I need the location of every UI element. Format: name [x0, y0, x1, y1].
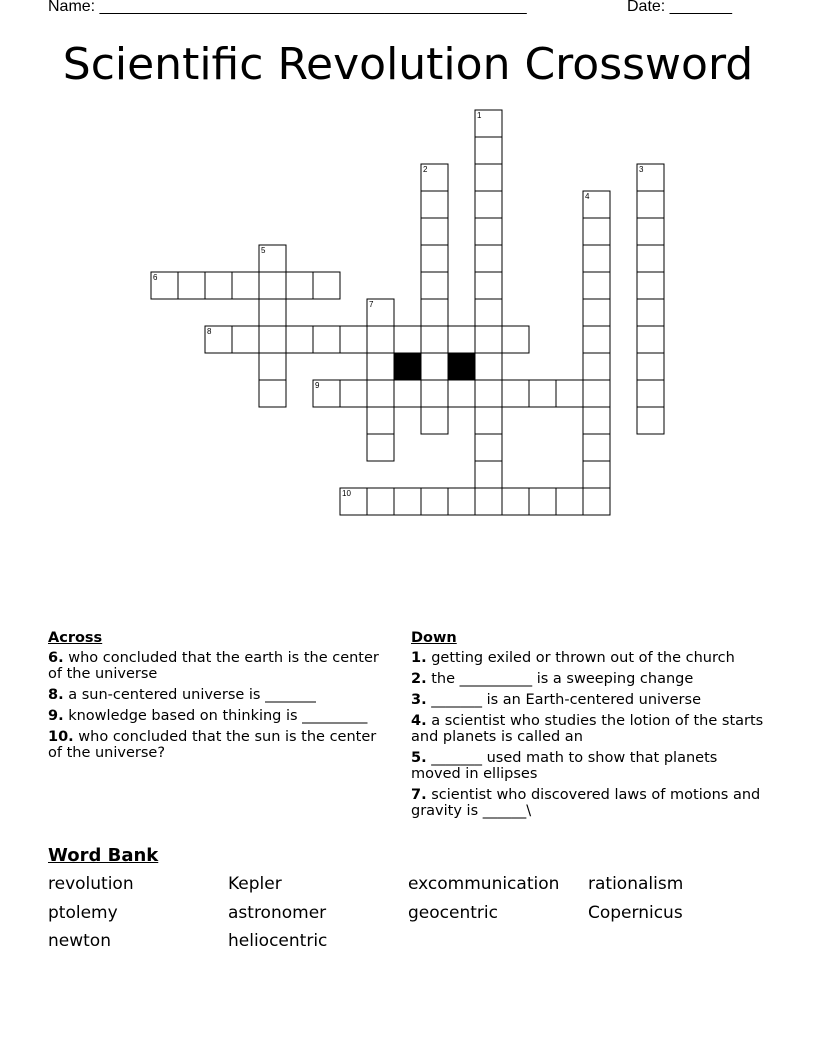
grid-cell[interactable]: [475, 380, 502, 407]
grid-cell[interactable]: [421, 326, 448, 353]
clue-number: 10.: [48, 729, 74, 745]
grid-cell[interactable]: [421, 272, 448, 299]
grid-cell[interactable]: [448, 380, 475, 407]
grid-cell[interactable]: [475, 137, 502, 164]
grid-cell[interactable]: [475, 164, 502, 191]
grid-cell[interactable]: [583, 434, 610, 461]
clue-number: 5.: [411, 750, 427, 766]
grid-cell[interactable]: [421, 299, 448, 326]
grid-cell[interactable]: [232, 272, 259, 299]
grid-cell[interactable]: [637, 272, 664, 299]
clue: [48, 708, 393, 724]
word-bank-item: rationalism: [588, 874, 684, 894]
clue-number: 8: [207, 327, 212, 336]
grid-cell[interactable]: [502, 488, 529, 515]
grid-cell[interactable]: [637, 407, 664, 434]
clue-number: 1.: [411, 650, 427, 666]
clue: [411, 713, 771, 745]
clue: [48, 650, 393, 682]
clue-number: 2.: [411, 671, 427, 687]
word-bank-item: Kepler: [228, 874, 282, 894]
clue-number: 6.: [48, 650, 64, 666]
grid-cell[interactable]: [583, 461, 610, 488]
clue: [411, 787, 771, 819]
clue-number: 3: [639, 165, 644, 174]
grid-cell[interactable]: [421, 380, 448, 407]
grid-cell[interactable]: [475, 407, 502, 434]
name-field[interactable]: Name: ________________________________________________: [48, 0, 527, 15]
grid-cell[interactable]: [232, 326, 259, 353]
word-bank-item: revolution: [48, 874, 134, 894]
grid-cell[interactable]: [583, 272, 610, 299]
grid-cell[interactable]: [367, 380, 394, 407]
grid-cell[interactable]: [259, 353, 286, 380]
grid-cell[interactable]: [556, 488, 583, 515]
clue-text: scientist who discovered laws of motions and gravity is ______\: [411, 787, 761, 819]
grid-cell[interactable]: [475, 218, 502, 245]
grid-cell[interactable]: [340, 326, 367, 353]
grid-cell[interactable]: [637, 191, 664, 218]
grid-cell[interactable]: [583, 488, 610, 515]
blocked-cell: [394, 353, 421, 380]
grid-cell[interactable]: [421, 353, 448, 380]
grid-cell[interactable]: [394, 488, 421, 515]
clue-number: 6: [153, 273, 158, 282]
grid-cell[interactable]: [367, 488, 394, 515]
grid-cell[interactable]: [367, 434, 394, 461]
grid-cell[interactable]: [394, 326, 421, 353]
grid-cell[interactable]: [475, 353, 502, 380]
grid-cell[interactable]: [313, 272, 340, 299]
grid-cell[interactable]: [421, 245, 448, 272]
page-title: Scientific Revolution Crossword: [62, 39, 754, 90]
across-clues: [48, 630, 393, 766]
grid-cell[interactable]: [583, 245, 610, 272]
grid-cell[interactable]: [259, 272, 286, 299]
grid-cell[interactable]: [637, 326, 664, 353]
grid-cell[interactable]: [421, 191, 448, 218]
grid-cell[interactable]: [340, 380, 367, 407]
clue: [48, 729, 393, 761]
clue-text: _______ is an Earth-centered universe: [426, 692, 701, 708]
word-bank-title: Word Bank: [48, 845, 159, 866]
grid-cell[interactable]: [583, 380, 610, 407]
blocked-cell: [448, 353, 475, 380]
clue-number: 9: [315, 381, 320, 390]
grid-cell[interactable]: [448, 488, 475, 515]
word-bank-item: geocentric: [408, 903, 498, 923]
word-bank-item: Copernicus: [588, 903, 683, 923]
grid-cell[interactable]: [502, 326, 529, 353]
grid-cell[interactable]: [367, 326, 394, 353]
clue: [411, 650, 771, 666]
grid-cell[interactable]: [313, 326, 340, 353]
clue: [411, 750, 771, 782]
grid-cell[interactable]: [529, 488, 556, 515]
clue: [411, 671, 771, 687]
date-field[interactable]: Date: _______: [627, 0, 732, 15]
grid-cell[interactable]: [583, 299, 610, 326]
grid-cell[interactable]: [475, 191, 502, 218]
clue: [411, 692, 771, 708]
grid-cell[interactable]: [475, 245, 502, 272]
down-clues: [411, 630, 771, 824]
grid-cell[interactable]: [583, 353, 610, 380]
grid-cell[interactable]: [286, 326, 313, 353]
clue: [48, 687, 393, 703]
word-bank-item: newton: [48, 931, 111, 951]
clue-text: the __________ is a sweeping change: [426, 671, 694, 687]
clue-number: 5: [261, 246, 266, 255]
word-bank-item: excommunication: [408, 874, 560, 894]
grid-cell[interactable]: [259, 326, 286, 353]
grid-cell[interactable]: [475, 326, 502, 353]
clue-number: 1: [477, 111, 482, 120]
grid-cell[interactable]: [583, 407, 610, 434]
word-bank-item: astronomer: [228, 903, 327, 923]
grid-cell[interactable]: [475, 272, 502, 299]
clue-number: 7.: [411, 787, 427, 803]
grid-cell[interactable]: [637, 353, 664, 380]
grid-cell[interactable]: [475, 488, 502, 515]
grid-cell[interactable]: [421, 218, 448, 245]
grid-cell[interactable]: [421, 407, 448, 434]
grid-cell[interactable]: [529, 380, 556, 407]
clue-text: who concluded that the sun is the center of the universe?: [48, 729, 377, 761]
grid-cell[interactable]: [448, 326, 475, 353]
grid-cell[interactable]: [475, 299, 502, 326]
clue-text: a sun-centered universe is _______: [63, 687, 316, 703]
clue-text: _______ used math to show that planets moved in ellipses: [411, 750, 718, 782]
grid-cell[interactable]: [367, 407, 394, 434]
grid-cell[interactable]: [259, 299, 286, 326]
grid-cell[interactable]: [583, 218, 610, 245]
clue-text: knowledge based on thinking is _________: [63, 708, 368, 724]
grid-cell[interactable]: [583, 326, 610, 353]
clue-number: 9.: [48, 708, 64, 724]
word-bank-item: heliocentric: [228, 931, 328, 951]
clue-number: 10: [342, 489, 351, 498]
clue-number: 4.: [411, 713, 427, 729]
clue-number: 4: [585, 192, 590, 201]
grid-cell[interactable]: [394, 380, 421, 407]
clue-text: who concluded that the earth is the center of the universe: [48, 650, 379, 682]
grid-cell[interactable]: [637, 245, 664, 272]
grid-cell[interactable]: [556, 380, 583, 407]
grid-cell[interactable]: [637, 299, 664, 326]
clue-number: 3.: [411, 692, 427, 708]
clue-number: 7: [369, 300, 374, 309]
clue-number: 8.: [48, 687, 64, 703]
grid-cell[interactable]: [259, 380, 286, 407]
grid-cell[interactable]: [367, 353, 394, 380]
clue-number: 2: [423, 165, 428, 174]
grid-cell[interactable]: [205, 272, 232, 299]
across-heading: Across: [48, 630, 103, 646]
down-heading: Down: [411, 630, 457, 646]
clue-text: a scientist who studies the lotion of the starts and planets is called an: [411, 713, 764, 745]
clue-text: getting exiled or thrown out of the church: [426, 650, 735, 666]
grid-cell[interactable]: [421, 488, 448, 515]
grid-cell[interactable]: [178, 272, 205, 299]
grid-cell[interactable]: [475, 461, 502, 488]
grid-cell[interactable]: [637, 218, 664, 245]
word-bank-item: ptolemy: [48, 903, 118, 923]
grid-cell[interactable]: [637, 380, 664, 407]
grid-cell[interactable]: [502, 380, 529, 407]
grid-cell[interactable]: [475, 434, 502, 461]
grid-cell[interactable]: [286, 272, 313, 299]
